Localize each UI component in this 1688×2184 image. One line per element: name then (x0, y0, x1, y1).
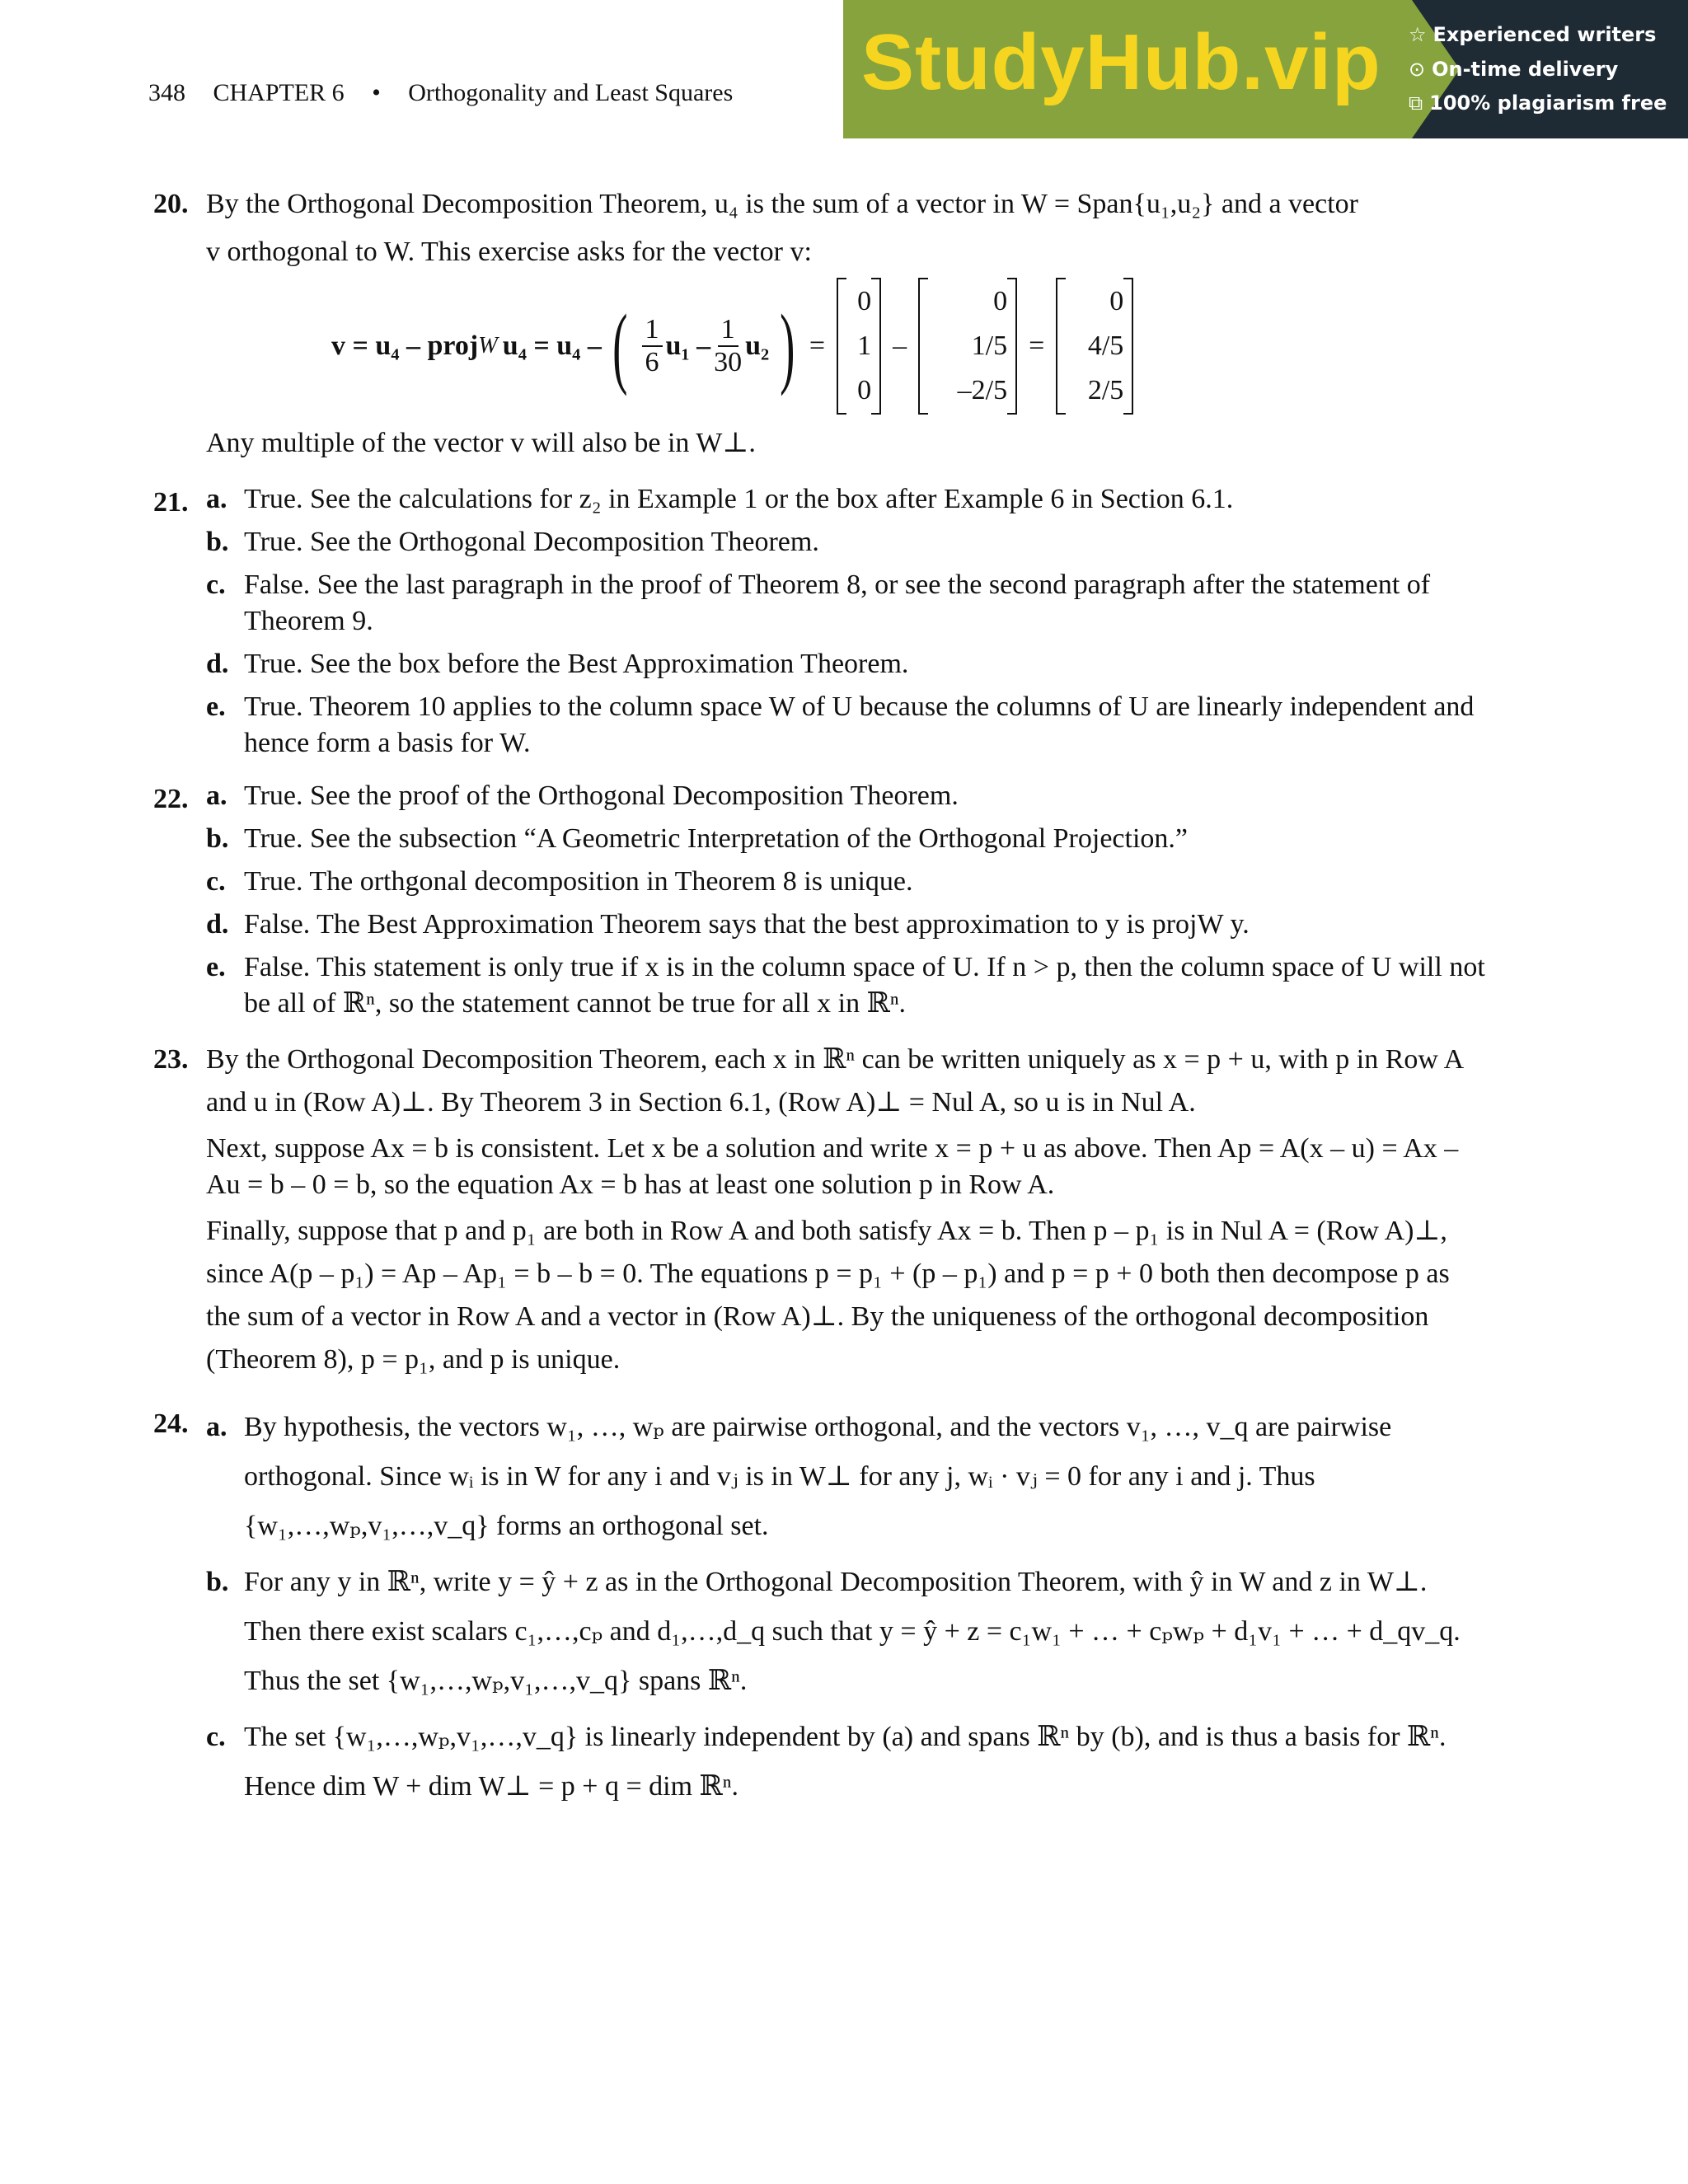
feature-experienced-writers: ☆ Experienced writers (1409, 23, 1657, 46)
exercise-number: 20. (153, 189, 189, 219)
paragraph: By the Orthogonal Decomposition Theorem, each x in ℝⁿ can be written uniquely as x = p + u, with p in Row A and u in (Row A)⊥. By Theorem 3 in Section 6.1, (Row A)⊥ = Nul A, so u is in Nul A. (206, 1044, 1463, 1118)
page-number: 348 (148, 79, 185, 106)
answer-21b: True. See the Orthogonal Decomposition Theorem. (244, 527, 819, 557)
section-title: Orthogonality and Least Squares (408, 79, 734, 106)
running-header (148, 79, 754, 107)
fraction-one-sixth: $\frac{1}{6}$ (642, 314, 663, 378)
solutions-content (153, 183, 1489, 1828)
paragraph: Next, suppose Ax = b is consistent. Let x be a solution and write x = p + u as above. Then Ap = A(x – u) = Ax – Au = b – 0 = b, so the equation Ax = b has at least one solution p in Row A. (206, 1133, 1459, 1200)
copy-icon: ⧉ (1409, 91, 1423, 115)
answer-21d: True. See the box before the Best Approximation Theorem. (244, 649, 909, 679)
exercise-20 (153, 183, 1489, 465)
studyhub-banner[interactable] (843, 0, 1688, 138)
exercise-24: 24. a. By hypothesis, the vectors w₁, …, wₚ are pairwise orthogonal, and the vectors v₁, …, v_q are pairwise orthogonal. Since wᵢ is in W for any i and vⱼ is in W⊥ for any j, wᵢ · vⱼ = 0 for any i and j. Thus {w₁,…,wₚ,v₁,…,v_q} forms an orthogonal set. b. For any y in ℝⁿ, write y = ŷ + z as in the Orthogonal Decomposition Theorem, with ŷ in W and z in W⊥. Then there exist scalars c₁,…,cₚ and d₁,…,d_q such that y = ŷ + z = c₁w₁ + … + cₚwₚ + d₁v₁ + … + d_qv_q. Thus the set {w₁,…,wₚ,v₁,…,v_q} spans ℝⁿ. c. The set {w₁,…,wₚ,v₁,…,v_q} is linearly independent by (a) and spans ℝⁿ by (b), and is thus a basis for ℝⁿ. Hence dim W + dim W⊥ = p + q = dim ℝⁿ. (153, 1403, 1489, 1811)
matrix-v: 0 4/5 2/5 (1056, 278, 1133, 415)
projection-equation: v = u₄ – proj W u₄ = u₄ – ( $\frac{1}{6}$ u₁ – $\frac{1}{30}$ u₂ ) = 0 1 0 – 0 1/5 –2/5 = 0 4/5 2/5 (331, 279, 1489, 414)
fraction-one-thirtieth: $\frac{1}{30}$ (714, 314, 743, 377)
exercise-number: 22. (153, 784, 189, 814)
exercise-text: Any multiple of the vector v will also be in W⊥. (206, 428, 756, 458)
answer-21c: False. See the last paragraph in the proof of Theorem 8, or see the second paragraph after the statement of Theorem 9. (244, 569, 1431, 636)
answer-24b: For any y in ℝⁿ, write y = ŷ + z as in the Orthogonal Decomposition Theorem, with ŷ in W and z in W⊥. Then there exist scalars c₁,…,cₚ and d₁,…,d_q such that y = ŷ + z = c₁w₁ + … + cₚwₚ + d₁v₁ + … + d_qv_q. Thus the set {w₁,…,wₚ,v₁,…,v_q} spans ℝⁿ. (244, 1567, 1461, 1696)
star-icon: ☆ (1409, 23, 1427, 46)
answer-22c: True. The orthgonal decomposition in Theorem 8 is unique. (244, 866, 913, 897)
exercise-text: By the Orthogonal Decomposition Theorem, u₄ is the sum of a vector in W = Span{u₁,u₂} and a vector (206, 189, 1359, 219)
answer-24c: The set {w₁,…,wₚ,v₁,…,v_q} is linearly independent by (a) and spans ℝⁿ by (b), and is thus a basis for ℝⁿ. Hence dim W + dim W⊥ = p + q = dim ℝⁿ. (244, 1722, 1447, 1802)
header-bullet: • (372, 79, 381, 106)
answer-22b: True. See the subsection “A Geometric Interpretation of the Orthogonal Projection.” (244, 823, 1188, 854)
feature-on-time-delivery: ⊙ On-time delivery (1409, 58, 1619, 81)
answer-21a: True. See the calculations for z₂ in Example 1 or the box after Example 6 in Section 6.1. (244, 484, 1234, 514)
answer-22e: False. This statement is only true if x is in the column space of U. If n > p, then the column space of U will not be all of ℝⁿ, so the statement cannot be true for all x in ℝⁿ. (244, 952, 1485, 1019)
exercise-number: 21. (153, 487, 189, 518)
studyhub-logo[interactable]: StudyHub.vip (861, 18, 1381, 106)
exercise-text: v orthogonal to W. This exercise asks for the vector v: (206, 237, 812, 267)
answer-24a: By hypothesis, the vectors w₁, …, wₚ are pairwise orthogonal, and the vectors v₁, …, v_q are pairwise orthogonal. Since wᵢ is in W for any i and vⱼ is in W⊥ for any j, wᵢ · vⱼ = 0 for any i and j. Thus {w₁,…,wₚ,v₁,…,v_q} forms an orthogonal set. (244, 1412, 1392, 1541)
answer-21e: True. Theorem 10 applies to the column space W of U because the columns of U are linearly independent and hence form a basis for W. (244, 691, 1475, 758)
exercise-number: 24. (153, 1408, 189, 1439)
exercise-23 (153, 1038, 1489, 1381)
exercise-number: 23. (153, 1044, 189, 1075)
answer-22d: False. The Best Approximation Theorem says that the best approximation to y is projW y. (244, 909, 1250, 940)
matrix-projection: 0 1/5 –2/5 (918, 278, 1017, 415)
answer-22a: True. See the proof of the Orthogonal Decomposition Theorem. (244, 780, 959, 811)
paragraph: Finally, suppose that p and p₁ are both in Row A and both satisfy Ax = b. Then p – p₁ is in Nul A = (Row A)⊥, since A(p – p₁) = Ap – Ap₁ = b – b = 0. The equations p = p₁ + (p – p₁) and p = p + 0 both then decompose p as the sum of a vector in Row A and a vector in (Row A)⊥. By the uniqueness of the orthogonal decomposition (Theorem 8), p = p₁, and p is unique. (206, 1216, 1450, 1375)
matrix-u4: 0 1 0 (837, 278, 881, 415)
exercise-22: 22. a. True. See the proof of the Orthogonal Decomposition Theorem. b. True. See the subsection “A Geometric Interpretation of the Orthogonal Projection.” c. True. The orthgonal decomposition in Theorem 8 is unique. d. False. The Best Approximation Theorem says that the best approximation to y is projW y. e. False. This statement is only true if x is in the column space of U. If n > p, then the column space of U will not be all of ℝⁿ, so the statement cannot be true for all x in ℝⁿ. (153, 778, 1489, 1022)
feature-plagiarism-free: ⧉ 100% plagiarism free (1409, 91, 1667, 115)
clock-icon: ⊙ (1409, 58, 1426, 81)
exercise-21: 21. a. True. See the calculations for z₂ in Example 1 or the box after Example 6 in Section 6.1. b. True. See the Orthogonal Decomposition Theorem. c. False. See the last paragraph in the proof of Theorem 8, or see the second paragraph after the statement of Theorem 9. d. True. See the box before the Best Approximation Theorem. e. True. Theorem 10 applies to the column space W of U because the columns of U are linearly independent and hence form a basis for W. (153, 481, 1489, 762)
chapter-label: CHAPTER 6 (213, 79, 345, 106)
